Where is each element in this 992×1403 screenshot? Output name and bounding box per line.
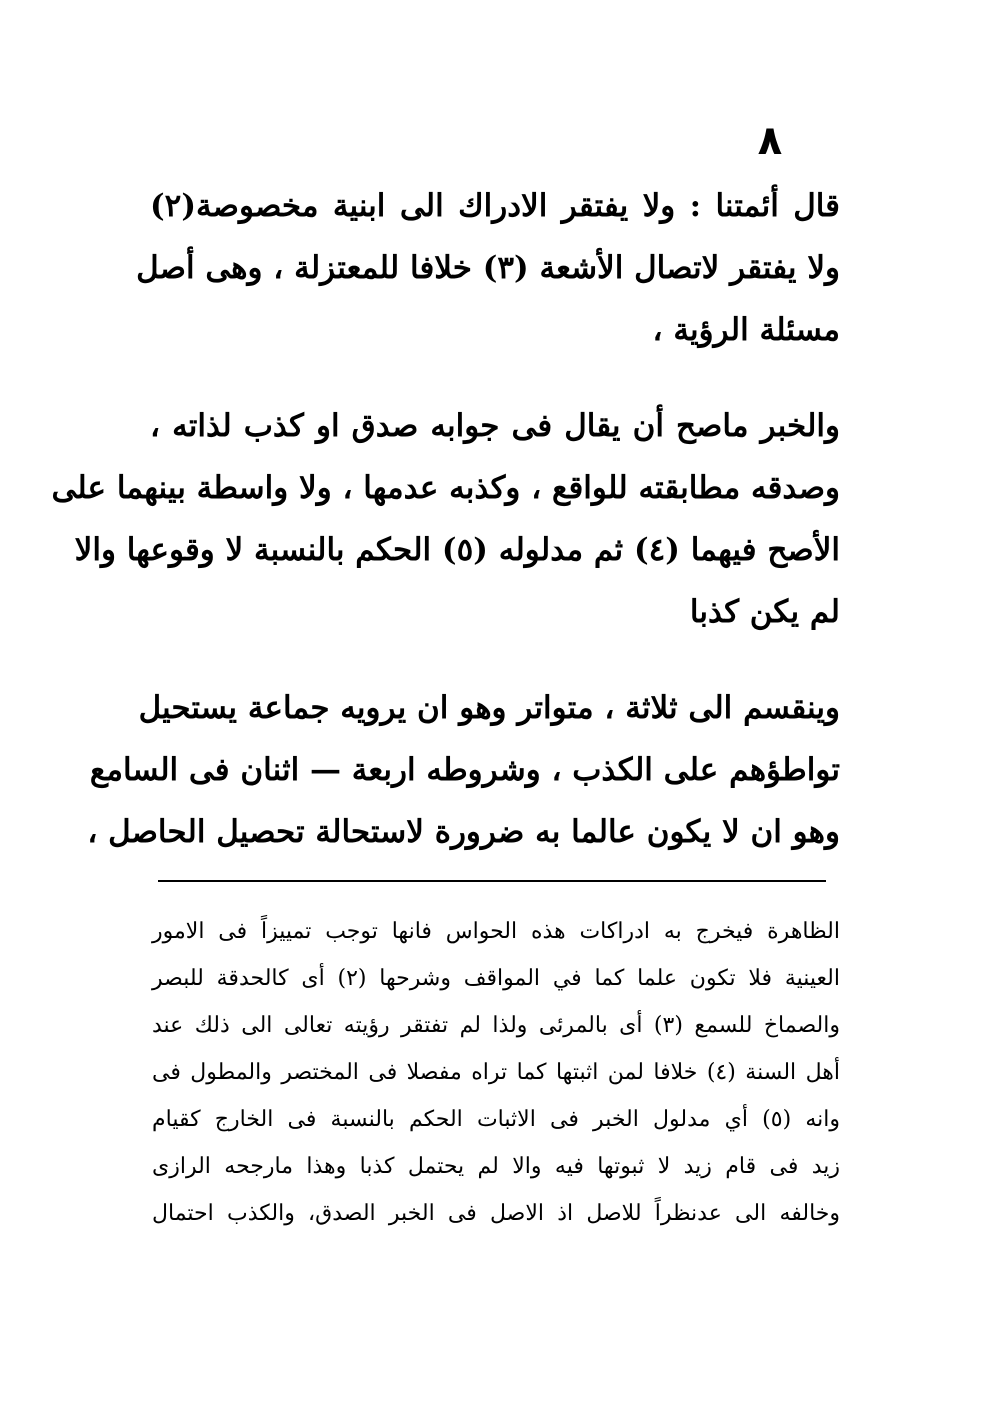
footnote-line: أهل السنة (٤) خلافا لمن اثبتها كما تراه مفصلا فى المختصر والمطول فى (152, 1060, 840, 1085)
text-line: الأصح فيهما (٤) ثم مدلوله (٥) الحكم بالنسبة لا وقوعها والا (74, 532, 840, 568)
page-number: ٨ (757, 118, 783, 164)
footnote-line: والصماخ للسمع (٣) أى بالمرئى ولذا لم تفتقر رؤيته تعالى الى ذلك عند (152, 1013, 840, 1038)
text-line: وينقسم الى ثلاثة ، متواتر وهو ان يرويه جماعة يستحيل (138, 690, 840, 726)
text-line: والخبر ماصح أن يقال فى جوابه صدق او كذب لذاته ، (150, 408, 840, 444)
text-line: تواطؤهم على الكذب ، وشروطه اربعة — اثنان فى السامع (89, 752, 840, 788)
text-line: لم يكن كذبا (689, 594, 840, 630)
footnote-line: وانه (٥) أي مدلول الخبر فى الاثبات الحكم بالنسبة فى الخارج كقيام (152, 1107, 840, 1132)
paragraph (87, 677, 840, 863)
footnote-line: العينية فلا تكون علما كما في المواقف وشرحها (٢) أى كالحدقة للبصر (152, 966, 840, 991)
footnote-divider (158, 880, 826, 882)
text-line: وصدقه مطابقته للواقع ، وكذبه عدمها ، ولا واسطة بينهما على (51, 470, 840, 506)
paragraph-gap (150, 361, 840, 395)
footnote-line: زيد فى قام زيد لا ثبوتها فيه والا لم يحتمل كذبا وهذا مارجحه الرازى (152, 1154, 840, 1179)
main-text (51, 175, 840, 863)
paragraph-gap (150, 643, 840, 677)
footnote-line: الظاهرة فيخرج به ادراكات هذه الحواس فانها توجب تمييزاً فى الامور (152, 919, 840, 944)
paragraph (136, 175, 840, 361)
footnotes (152, 908, 840, 1237)
text-line: قال أئمتنا : ولا يفتقر الادراك الى ابنية مخصوصة(٢) (150, 188, 840, 224)
text-line: مسئلة الرؤية ، (652, 312, 840, 348)
footnote-line: وخالفه الى عدنظراً للاصل اذ الاصل فى الخبر الصدق، والكذب احتمال (152, 1201, 840, 1226)
text-line: ولا يفتقر لاتصال الأشعة (٣) خلافا للمعتزلة ، وهى أصل (136, 250, 840, 286)
paragraph (51, 395, 840, 643)
text-line: وهو ان لا يكون عالما به ضرورة لاستحالة تحصيل الحاصل ، (87, 814, 840, 850)
